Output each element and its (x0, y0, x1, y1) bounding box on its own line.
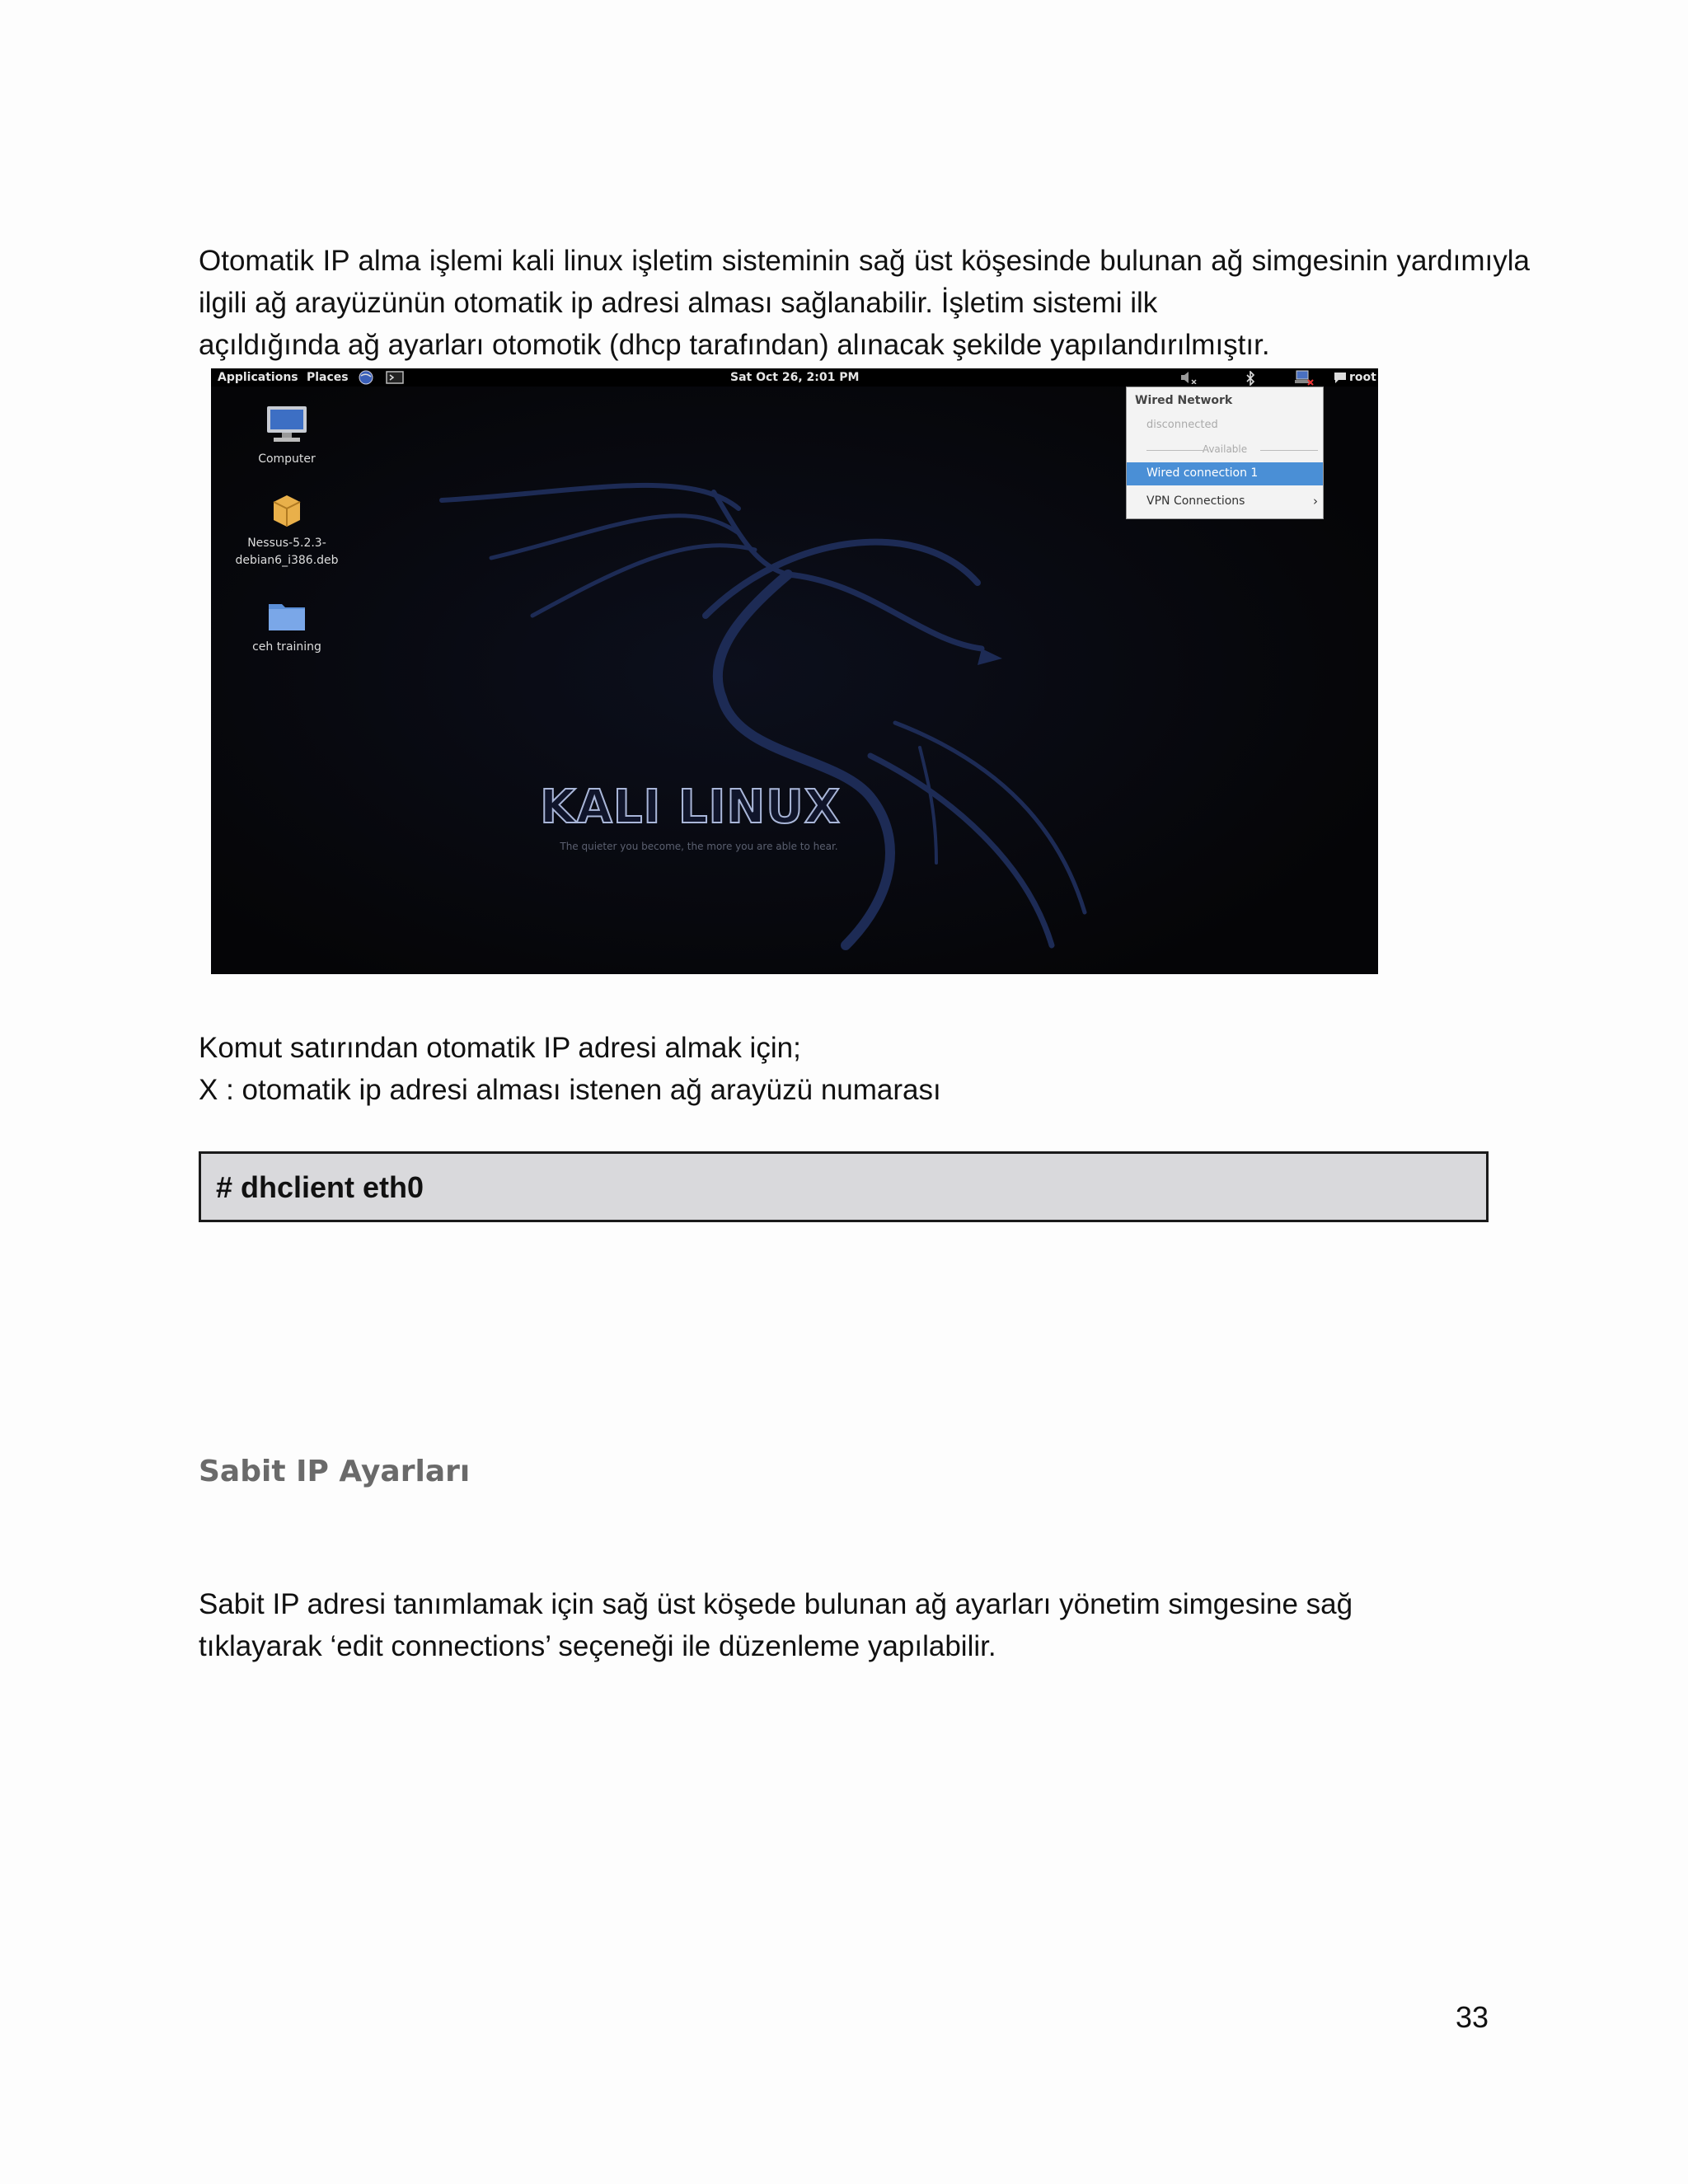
menu-item-wired-connection-1[interactable] (1127, 462, 1323, 485)
desktop-icon-label: Computer (258, 452, 316, 466)
kali-desktop-screenshot (211, 368, 1378, 974)
menu-item-label: Wired connection 1 (1146, 466, 1259, 480)
desktop-icon-label-line1: Nessus-5.2.3- (247, 537, 326, 550)
folder-icon (267, 599, 307, 632)
top-panel (211, 368, 1378, 387)
clock[interactable]: Sat Oct 26, 2:01 PM (730, 371, 860, 384)
command-intro (199, 1027, 941, 1111)
menu-item-label: VPN Connections (1146, 494, 1245, 508)
desktop-icon-nessus-package[interactable] (229, 492, 345, 569)
applications-menu[interactable]: Applications (218, 371, 298, 384)
intro-text-last-line: açıldığında ağ ayarları otomotik (dhcp tarafından) alınacak şekilde yapılandırılmıştır. (199, 329, 1270, 361)
computer-icon (264, 405, 310, 444)
desktop-icon-ceh-folder[interactable] (229, 599, 345, 656)
volume-icon[interactable] (1179, 371, 1198, 387)
menu-section-available: Available (1127, 443, 1323, 455)
static-ip-text: Sabit IP adresi tanımlamak için sağ üst köşede bulunan ağ ayarları yönetim simgesine sağ (199, 1588, 1353, 1620)
command-intro-line2: X : otomatik ip adresi alması istenen ağ arayüzü numarası (199, 1074, 941, 1106)
desktop-icon-label-line2: debian6_i386.deb (235, 554, 339, 567)
terminal-icon[interactable] (386, 371, 404, 387)
user-menu[interactable]: root (1349, 371, 1376, 384)
chevron-right-icon: › (1313, 494, 1318, 509)
intro-text: Otomatik IP alma işlemi kali linux işletim sisteminin sağ üst köşesinde bulunan ağ simgesinin yardımıyla ilgili ağ arayüzünün otomatik ip adresi alması sağlanabilir. İşletim sistemi ilk (199, 245, 1530, 319)
desktop-icon-computer[interactable] (229, 405, 345, 468)
desktop-icon-label: ceh training (252, 640, 321, 654)
kali-logo-text: KALI LINUX (540, 780, 841, 834)
section-heading: Sabit IP Ayarları (199, 1455, 471, 1488)
command-intro-line1: Komut satırından otomatik IP adresi almak için; (199, 1032, 801, 1064)
package-icon (269, 492, 305, 528)
page-number: 33 (1456, 2000, 1489, 2034)
intro-paragraph (199, 240, 1530, 366)
chat-icon[interactable] (1334, 371, 1347, 387)
desktop-icon-label (229, 535, 345, 569)
command-text: # dhclient eth0 (216, 1170, 424, 1204)
kali-tagline: The quieter you become, the more you are able to hear. (560, 841, 838, 852)
static-ip-paragraph (199, 1583, 1530, 1667)
menu-header-wired-network: Wired Network (1135, 394, 1233, 407)
browser-icon[interactable] (358, 369, 374, 389)
command-box (199, 1151, 1489, 1222)
static-ip-text-last-line: tıklayarak ‘edit connections’ seçeneği ile düzenleme yapılabilir. (199, 1630, 996, 1662)
network-dropdown-menu (1126, 387, 1324, 519)
menu-status-disconnected: disconnected (1146, 419, 1218, 431)
places-menu[interactable]: Places (307, 371, 349, 384)
